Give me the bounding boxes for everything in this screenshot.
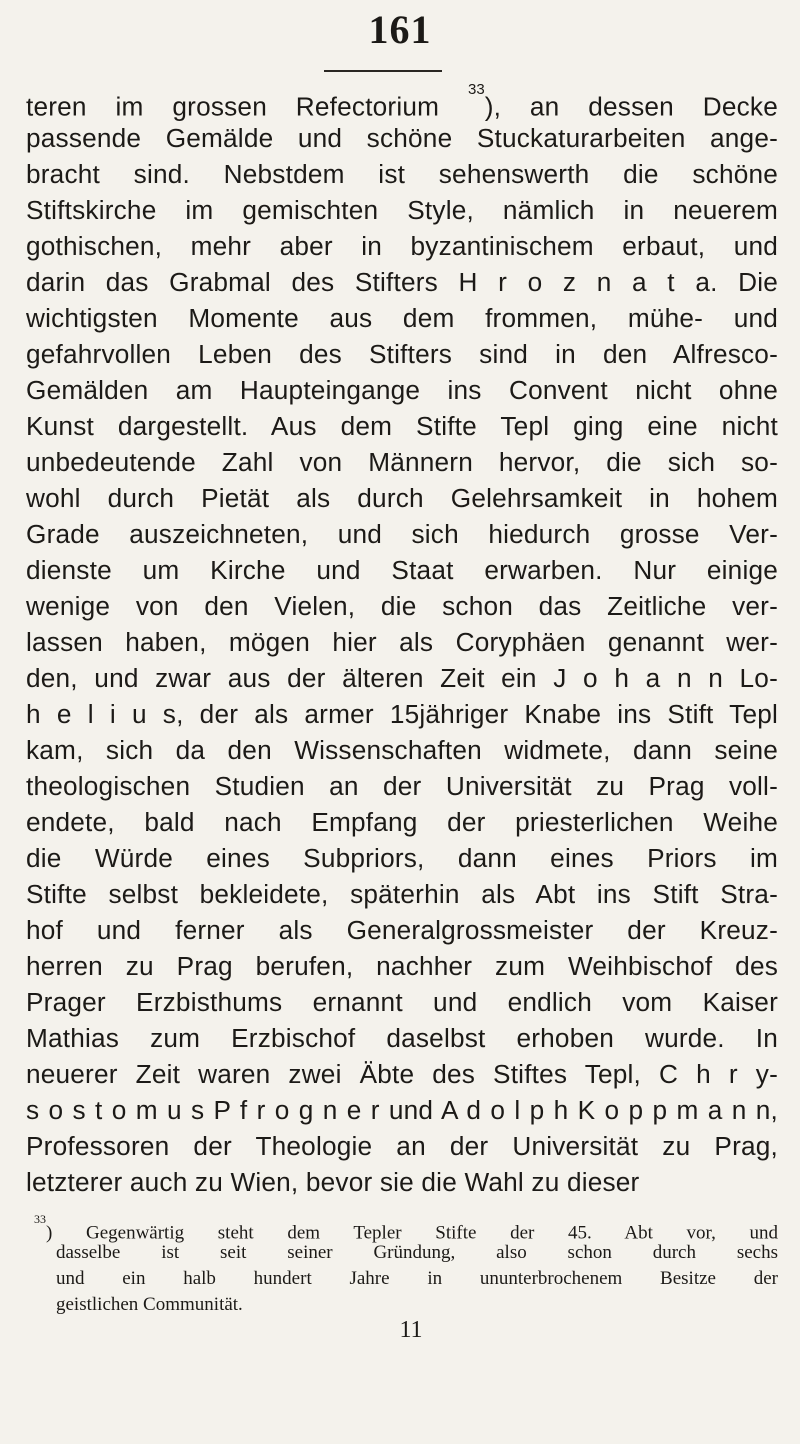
page-number: 161: [368, 7, 432, 52]
text-line-20: theologischen Studien an der Universität zu Prag voll-: [26, 771, 778, 801]
footnote-mark: 33: [34, 1212, 46, 1226]
footnote-line-1-text: ) Gegenwärtig steht dem Tepler Stifte der 45. Abt vor, und: [46, 1222, 778, 1244]
text-line-4: Stiftskirche im gemischten Style, nämlich in neuerem: [26, 195, 778, 225]
text-line-31: letzterer auch zu Wien, bevor sie die Wahl zu dieser: [26, 1167, 640, 1197]
text-line-23: Stifte selbst bekleidete, späterhin als Abt ins Stift Stra-: [26, 879, 778, 909]
text-line-5: gothischen, mehr aber in byzantinischem erbaut, und: [26, 231, 778, 261]
text-line-19: kam, sich da den Wissenschaften widmete, dann seine: [26, 735, 778, 765]
text-line-13: Grade auszeichneten, und sich hiedurch grosse Ver-: [26, 519, 778, 549]
text-line-12: wohl durch Pietät als durch Gelehrsamkeit in hohem: [26, 483, 778, 513]
signature-mark: 11: [399, 1317, 423, 1343]
text-line-10: Kunst dargestellt. Aus dem Stifte Tepl ging eine nicht: [26, 411, 778, 441]
main-text-block: [26, 81, 778, 1200]
text-line-29: s o s t o m u s P f r o g n e r und A d o l p h K o p p m a n n,: [26, 1095, 778, 1125]
header-rule: [324, 70, 442, 72]
text-line-9: Gemälden am Haupteingange ins Convent nicht ohne: [26, 375, 778, 405]
text-line-1-tail: , an dessen Decke: [493, 91, 778, 122]
footnote-line-4: geistlichen Communität.: [56, 1294, 243, 1315]
text-line-27: Mathias zum Erzbischof daselbst erhoben wurde. In: [26, 1023, 778, 1053]
text-line-3: bracht sind. Nebstdem ist sehenswerth die schöne: [26, 159, 778, 189]
text-line-21: endete, bald nach Empfang der priesterlichen Weihe: [26, 807, 778, 837]
text-line-17: den, und zwar aus der älteren Zeit ein J o h a n n Lo-: [26, 663, 778, 693]
text-line-16: lassen haben, mögen hier als Coryphäen genannt wer-: [26, 627, 778, 657]
text-line-6: darin das Grabmal des Stifters H r o z n a t a. Die: [26, 267, 778, 297]
text-line-1-head: teren im grossen Refectorium: [26, 91, 440, 122]
text-line-11: unbedeutende Zahl von Männern hervor, die sich so-: [26, 447, 778, 477]
text-line-15: wenige von den Vielen, die schon das Zeitliche ver-: [26, 591, 778, 621]
footnote-line-2: dasselbe ist seit seiner Gründung, also schon durch sechs: [56, 1242, 778, 1263]
text-line-28: neuerer Zeit waren zwei Äbte des Stiftes Tepl, C h r y-: [26, 1059, 778, 1089]
text-line-30: Professoren der Theologie an der Universität zu Prag,: [26, 1131, 778, 1161]
text-line-18: h e l i u s, der als armer 15jähriger Knabe ins Stift Tepl: [26, 699, 778, 729]
footnote: [34, 1212, 778, 1318]
text-line-1: teren im grossen Refectorium $^{33}$), an dessen Decke: [26, 81, 778, 122]
text-line-2: passende Gemälde und schöne Stuckaturarbeiten ange-: [26, 123, 778, 153]
text-line-8: gefahrvollen Leben des Stifters sind in den Alfresco-: [26, 339, 778, 369]
text-line-24: hof und ferner als Generalgrossmeister der Kreuz-: [26, 915, 778, 945]
footnote-line-1: [34, 1212, 778, 1244]
text-line-7: wichtigsten Momente aus dem frommen, mühe- und: [26, 303, 778, 333]
text-line-14: dienste um Kirche und Staat erwarben. Nur einige: [26, 555, 778, 585]
text-line-26: Prager Erzbisthums ernannt und endlich vom Kaiser: [26, 987, 778, 1017]
text-line-25: herren zu Prag berufen, nachher zum Weihbischof des: [26, 951, 778, 981]
text-line-22: die Würde eines Subpriors, dann eines Priors im: [26, 843, 778, 873]
footnote-reference[interactable]: 33: [468, 81, 485, 98]
footnote-line-3: und ein halb hundert Jahre in ununterbrochenem Besitze der: [56, 1268, 778, 1289]
